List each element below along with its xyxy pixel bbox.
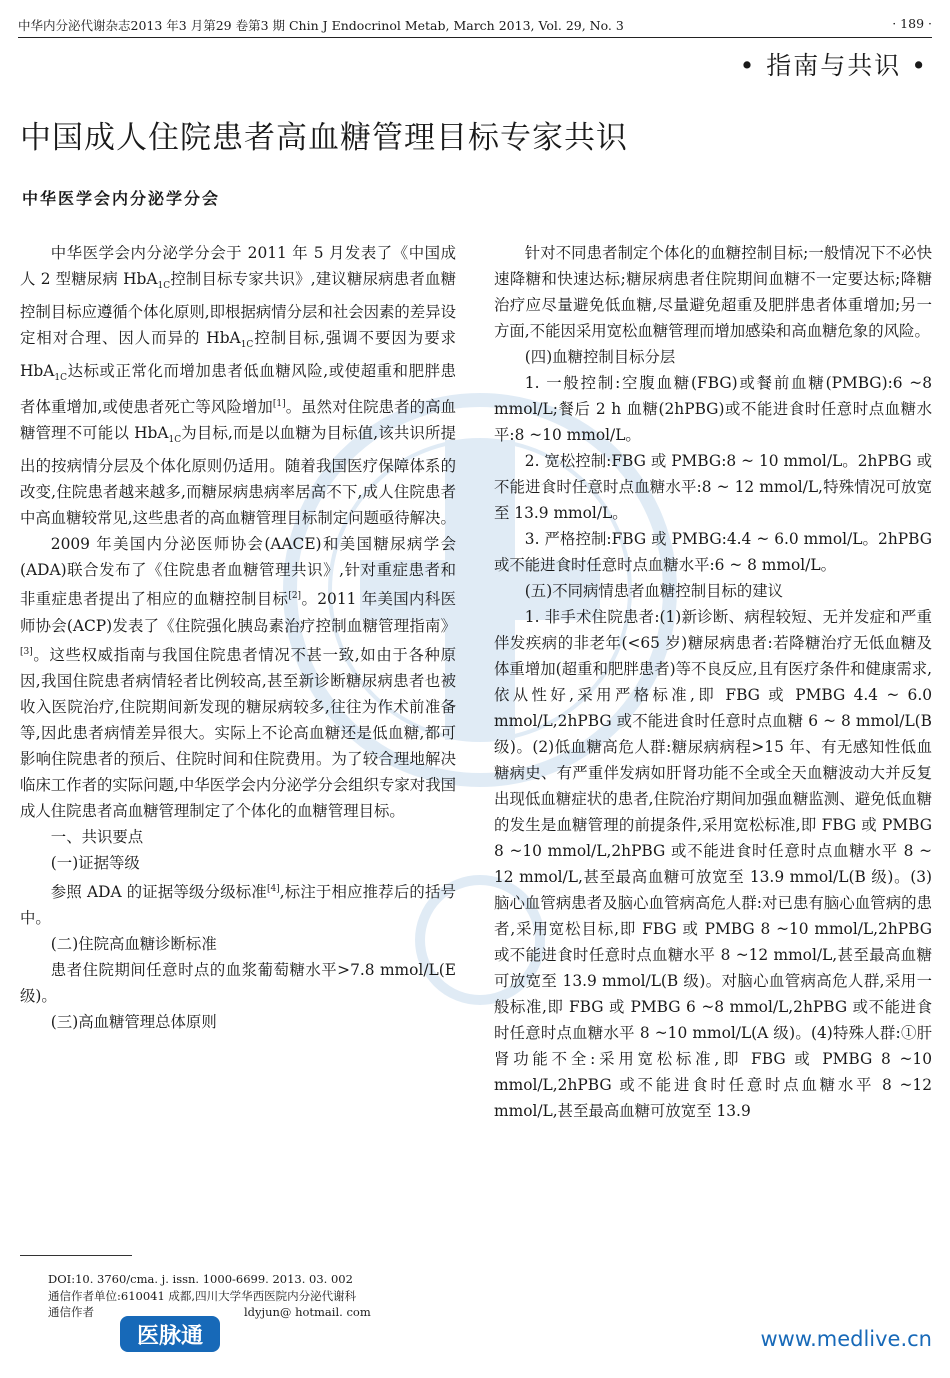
paragraph-strict-control: 3. 严格控制:FBG 或 PMBG:4.4 ~ 6.0 mmol/L。2hPBG 或不能进食时任意时点血糖水平:6 ~ 8 mmol/L。 (494, 530, 932, 574)
article-author: 中华医学会内分泌学分会 (22, 189, 221, 208)
running-header (18, 16, 932, 36)
journal-citation: 中华内分泌代谢杂志2013 年3 月第29 卷第3 期 Chin J Endocrinol Metab, March 2013, Vol. 29, No. 3 (18, 18, 624, 33)
paragraph-general-control: 1. 一般控制:空腹血糖(FBG)或餐前血糖(PMBG):6 ~8 mmol/L;餐后 2 h 血糖(2hPBG)或不能进食时任意时点血糖水平:8 ~10 mmol/L。 (494, 374, 932, 444)
paragraph-background: 2009 年美国内分泌医师协会(AACE)和美国糖尿病学会(ADA)联合发布了《住院患者血糖管理共识》,针对重症患者和非重症患者提出了相应的血糖控制目标[2]。2011 年美国内科医师协会(ACP)发表了《住院强化胰岛素治疗控制血糖管理指南》[3]。这些权威指南与我国住院患者情况不甚一致,如由于各种原因,我国住院患者病情轻者比例较高,甚至新诊断糖尿病患者也被收入医院治疗,住院期间新发现的糖尿病较多,往往为作术前准备等,因此患者病情差异很大。实际上不论高血糖还是低血糖,都可影响住院患者的预后、住院时间和住院费用。为了较合理地解决临床工作者的实际问题,中华医学会内分泌学分会组织专家对我国成人住院患者高血糖管理制定了个体化的血糖管理目标。 (20, 535, 456, 820)
paragraph-principles: 针对不同患者制定个体化的血糖控制目标;一般情况下不必快速降糖和快速达标;糖尿病患者住院期间血糖不一定要达标;降糖治疗应尽量避免低血糖,尽量避免超重及肥胖患者体重增加;另一方面,不能因采用宽松血糖管理而增加感染和高血糖危象的风险。 (494, 244, 932, 340)
page-number: · 189 · (892, 16, 932, 31)
citation-ref: [2] (288, 591, 302, 602)
heading-recommendations: (五)不同病情患者血糖控制目标的建议 (524, 582, 784, 600)
author-unit-line: 通信作者单位:610041 成都,四川大学华西医院内分泌代谢科 (48, 1288, 357, 1303)
heading-target-levels: (四)血糖控制目标分层 (524, 348, 676, 366)
paragraph-diagnosis: 患者住院期间任意时点的血浆葡萄糖水平>7.8 mmol/L(E 级)。 (20, 960, 456, 1005)
citation-ref: [4] (266, 883, 280, 894)
heading-principles: (三)高血糖管理总体原则 (50, 1012, 217, 1031)
left-column (20, 240, 456, 1035)
paragraph-nonsurgical: 1. 非手术住院患者:(1)新诊断、病程较短、无并发症和严重伴发疾病的非老年(<65 岁)糖尿病患者:若降糖治疗无低血糖及体重增加(超重和肥胖患者)等不良反应,且有医疗条件和健康需求,依从性好,采用严格标准,即 FBG 或 PMBG 4.4 ~ 6.0 mmol/L,2hPBG 或不能进食时任意时点血糖 6 ~ 8 mmol/L(B 级)。(2)低血糖高危人群:糖尿病病程>15 年、有无感知性低血糖病史、有严重伴发病如肝肾功能不全或全天血糖波动大并反复出现低血糖症状的患者,住院治疗期间加强血糖监测、避免低血糖的发生是血糖管理的前提条件,采用宽松标准,即 FBG 或 PMBG 8 ~10 mmol/L,2hPBG 或不能进食时任意时点血糖水平 8 ~ 12 mmol/L,甚至最高血糖可放宽至 13.9 mmol/L(B 级)。(3)脑心血管病患者及脑心血管病高危人群:对已患有脑心血管病的患者,采用宽松目标,即 FBG 或 PMBG 8 ~10 mmol/L,2hPBG 或不能进食时任意时点血糖水平 8 ~12 mmol/L,甚至最高血糖可放宽至 13.9 mmol/L(B 级)。对脑心血管病高危人群,采用一般标准,即 FBG 或 PMBG 6 ~8 mmol/L,2hPBG 或不能进食时任意时点血糖水平 8 ~10 mmol/L(A 级)。(4)特殊人群:①肝肾功能不全:采用宽松标准,即 FBG 或 PMBG 8 ~10 mmol/L,2hPBG 或不能进食时任意时点血糖水平 8 ~12 mmol/L,甚至最高血糖可放宽至 13.9 (494, 608, 932, 1120)
medlive-logo-icon (120, 1312, 220, 1356)
citation-ref: [3] (20, 646, 33, 657)
section-tag: • 指南与共识 • (739, 51, 928, 80)
paragraph-intro: 中华医学会内分泌学分会于 2011 年 5 月发表了《中国成人 2 型糖尿病 HbA$_{1C}$控制目标专家共识》,建议糖尿病患者血糖控制目标应遵循个体化原则,即根据病情分层和社会因素的差异设定相对合理、因人而异的 HbA$_{1C}$控制目标,强调不要因为要求 HbA$_{1C}$达标或正常化而增加患者低血糖风险,或使超重和肥胖患者体重增加,或使患者死亡等风险增加[1]。虽然对住院患者的高血糖管理不可能以 HbA$_{1C}$为目标,而是以血糖为目标值,该共识所提出的按病情分层及个体化原则仍适用。随着我国医疗保障体系的改变,住院患者越来越多,而糖尿病患病率居高不下,成人住院患者中高血糖较常见,这些患者的高血糖管理目标制定问题亟待解决。 (20, 244, 456, 528)
footnote-rule (20, 1255, 132, 1256)
heading-consensus-points: 一、共识要点 (50, 827, 144, 846)
corresponding-author-line: 通信作者 ldyjun@ hotmail. com (48, 1305, 371, 1319)
paragraph-evidence: 参照 ADA 的证据等级分级标准[4],标注于相应推荐后的括号中。 (20, 882, 456, 927)
doi-line: DOI:10. 3760/cma. j. issn. 1000-6699. 2013. 03. 002 (48, 1272, 353, 1286)
email-link[interactable]: ldyjun@ hotmail. com (244, 1305, 371, 1319)
right-column (494, 240, 932, 1124)
header-rule (18, 37, 932, 38)
logo-text: 医脉通 (136, 1324, 204, 1349)
site-url[interactable]: www.medlive.cn (760, 1327, 932, 1351)
heading-diagnosis: (二)住院高血糖诊断标准 (50, 934, 217, 953)
article-title: 中国成人住院患者高血糖管理目标专家共识 (20, 120, 628, 156)
paragraph-loose-control: 2. 宽松控制:FBG 或 PMBG:8 ~ 10 mmol/L。2hPBG 或不能进食时任意时点血糖水平:8 ~ 12 mmol/L,特殊情况可放宽至 13.9 mmol/L。 (494, 452, 932, 522)
heading-evidence-level: (一)证据等级 (50, 853, 140, 872)
citation-ref: [1] (272, 399, 286, 410)
